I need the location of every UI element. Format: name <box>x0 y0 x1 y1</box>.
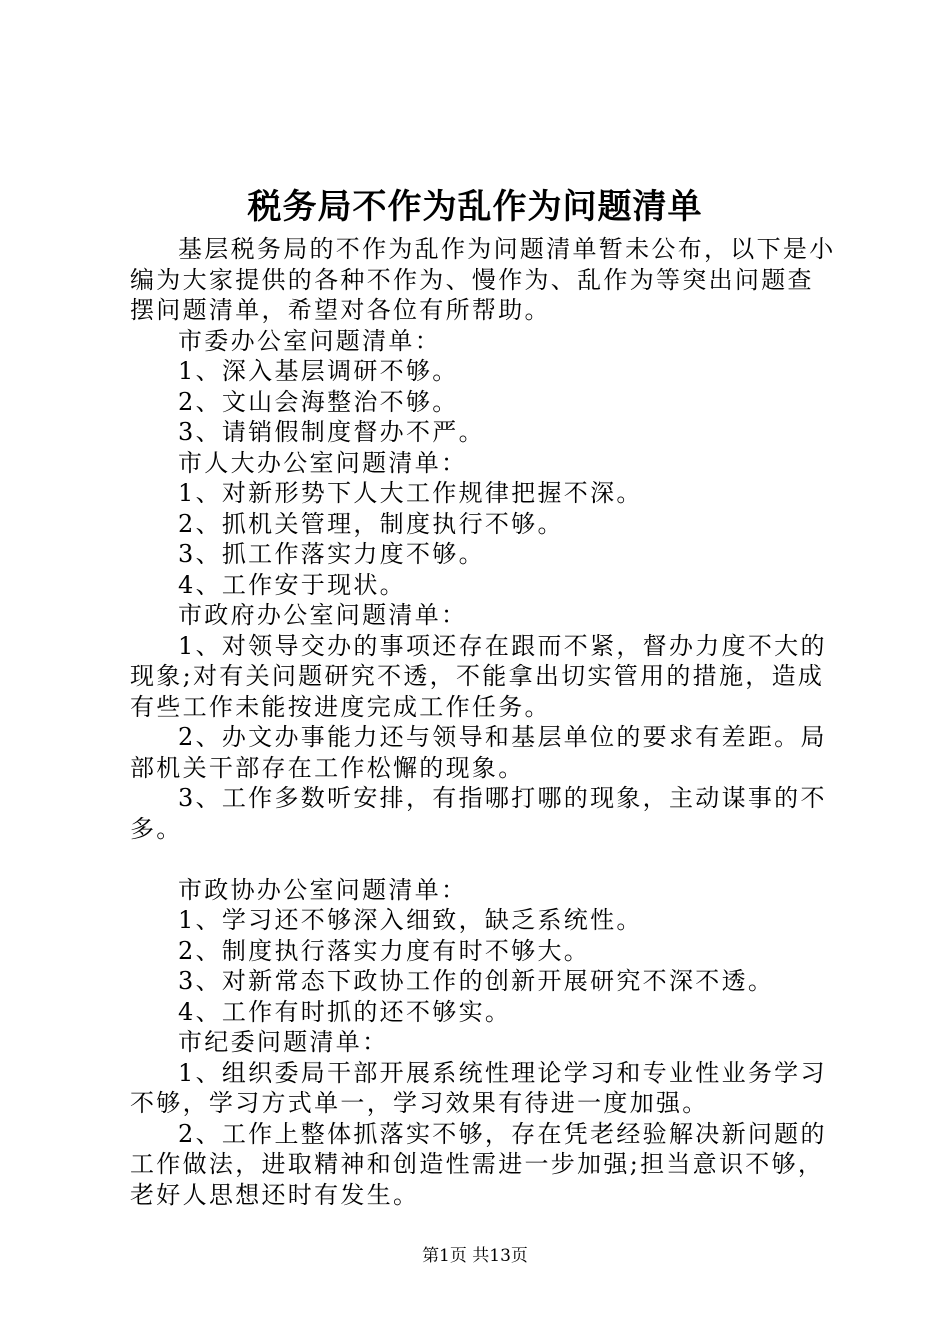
list-item: 4、工作有时抓的还不够实。 <box>178 997 512 1026</box>
list-item: 1、对领导交办的事项还存在跟而不紧，督办力度不大的现象;对有关问题研究不透，不能拿出切实管用的措施，造成有些工作未能按进度完成工作任务。 <box>130 631 827 721</box>
blank-line <box>130 844 836 875</box>
section-heading: 市纪委问题清单： <box>178 1028 389 1056</box>
list-item: 2、文山会海整治不够。 <box>178 387 459 416</box>
list-item: 1、组织委局干部开展系统性理论学习和专业性业务学习不够，学习方式单一，学习效果有待进一度加强。 <box>130 1058 827 1117</box>
section-heading: 市人大办公室问题清单： <box>178 448 468 477</box>
section-heading: 市政府办公室问题清单： <box>178 601 468 629</box>
document-body <box>130 234 836 1210</box>
list-item: 2、工作上整体抓落实不够，存在凭老经验解决新问题的工作做法，进取精神和创造性需进一步加强;担当意识不够，老好人思想还时有发生。 <box>130 1119 827 1209</box>
list-item: 3、对新常态下政协工作的创新开展研究不深不透。 <box>178 967 775 995</box>
document-title: 税务局不作为乱作为问题清单 <box>247 187 703 227</box>
list-item: 4、工作安于现状。 <box>178 570 406 599</box>
list-item: 1、深入基层调研不够。 <box>178 357 459 385</box>
list-item: 3、抓工作落实力度不够。 <box>178 540 485 568</box>
list-item: 2、抓机关管理，制度执行不够。 <box>178 509 564 538</box>
list-item: 3、工作多数听安排，有指哪打哪的现象，主动谋事的不多。 <box>130 784 827 843</box>
list-item: 1、对新形势下人大工作规律把握不深。 <box>178 479 643 507</box>
page-number: 第1页 共13页 <box>422 1246 528 1266</box>
section-heading: 市政协办公室问题清单： <box>178 875 468 904</box>
list-item: 2、办文办事能力还与领导和基层单位的要求有差距。局部机关干部存在工作松懈的现象。 <box>130 723 827 782</box>
paragraph: 基层税务局的不作为乱作为问题清单暂未公布，以下是小编为大家提供的各种不作为、慢作为、乱作为等突出问题查摆问题清单，希望对各位有所帮助。 <box>130 235 836 324</box>
section-heading: 市委办公室问题清单： <box>178 326 441 355</box>
list-item: 3、请销假制度督办不严。 <box>178 418 485 446</box>
list-item: 2、制度执行落实力度有时不够大。 <box>178 936 591 965</box>
list-item: 1、学习还不够深入细致，缺乏系统性。 <box>178 906 643 934</box>
